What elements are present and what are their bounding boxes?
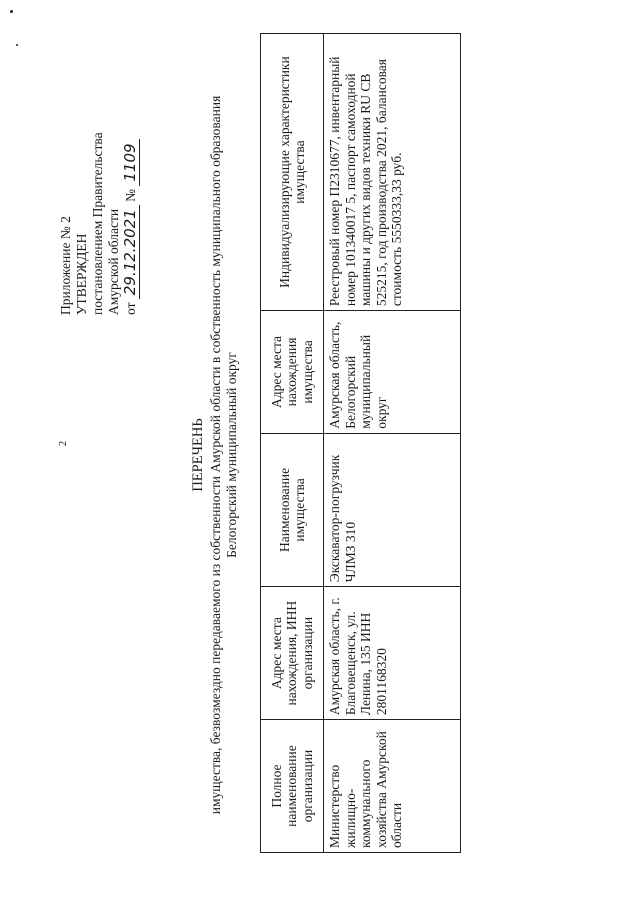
title-heading: ПЕРЕЧЕНЬ: [190, 418, 206, 492]
cell-org-name: Министерство жилищно-коммунального хозяйства Амурской области: [324, 720, 461, 853]
scan-speck: [10, 10, 13, 13]
header-characteristics: Индивидуализирующие характеристики имущества: [261, 34, 324, 311]
header-property-name: Наименование имущества: [261, 433, 324, 586]
approval-date-line: [122, 85, 139, 315]
approval-line-1: Приложение № 2: [58, 216, 73, 315]
table-row: [324, 34, 461, 853]
handwritten-date: 29.12.2021: [121, 205, 140, 299]
title-subtitle: имущества, безвозмездно передаваемого из собственности Амурской области в собственность муниципального образования: [208, 95, 223, 815]
cell-characteristics: Реестровый номер П2310677, инвентарный номер 101340017 5, паспорт самоходной машины и других видов техники RU CB 525215, год производства 2021, балансовая стоимость 5550333,33 руб.: [324, 34, 461, 311]
header-org-address: Адрес места нахождения, ИНН организации: [261, 587, 324, 720]
cell-property-address: Амурская область, Белогорский муниципальный округ: [324, 311, 461, 434]
approval-line-2: УТВЕРЖДЕН: [74, 233, 89, 315]
header-org-name: Полное наименование организации: [261, 720, 324, 853]
handwritten-number: 1109: [121, 139, 140, 185]
table-header-row: [261, 34, 324, 853]
page-number: 2: [58, 441, 69, 446]
scan-speck: [16, 44, 18, 46]
approval-stamp: [58, 85, 139, 315]
approval-line-3: постановлением Правительства: [90, 132, 105, 315]
cell-property-name: Экскаватор-погрузчик ЧЛМЗ 310: [324, 433, 461, 586]
header-property-address: Адрес места нахождения имущества: [261, 311, 324, 434]
property-table: [260, 33, 461, 853]
date-prefix: от: [123, 302, 138, 315]
approval-line-4: Амурской области: [106, 208, 121, 315]
title-municipality: Белогорский муниципальный округ: [224, 352, 239, 558]
cell-org-address: Амурская область, г. Благовещенск, ул. Ленина, 135 ИНН 2801168320: [324, 587, 461, 720]
document-title: [190, 35, 240, 875]
rotated-document: [40, 35, 600, 875]
number-prefix: №: [123, 188, 138, 202]
